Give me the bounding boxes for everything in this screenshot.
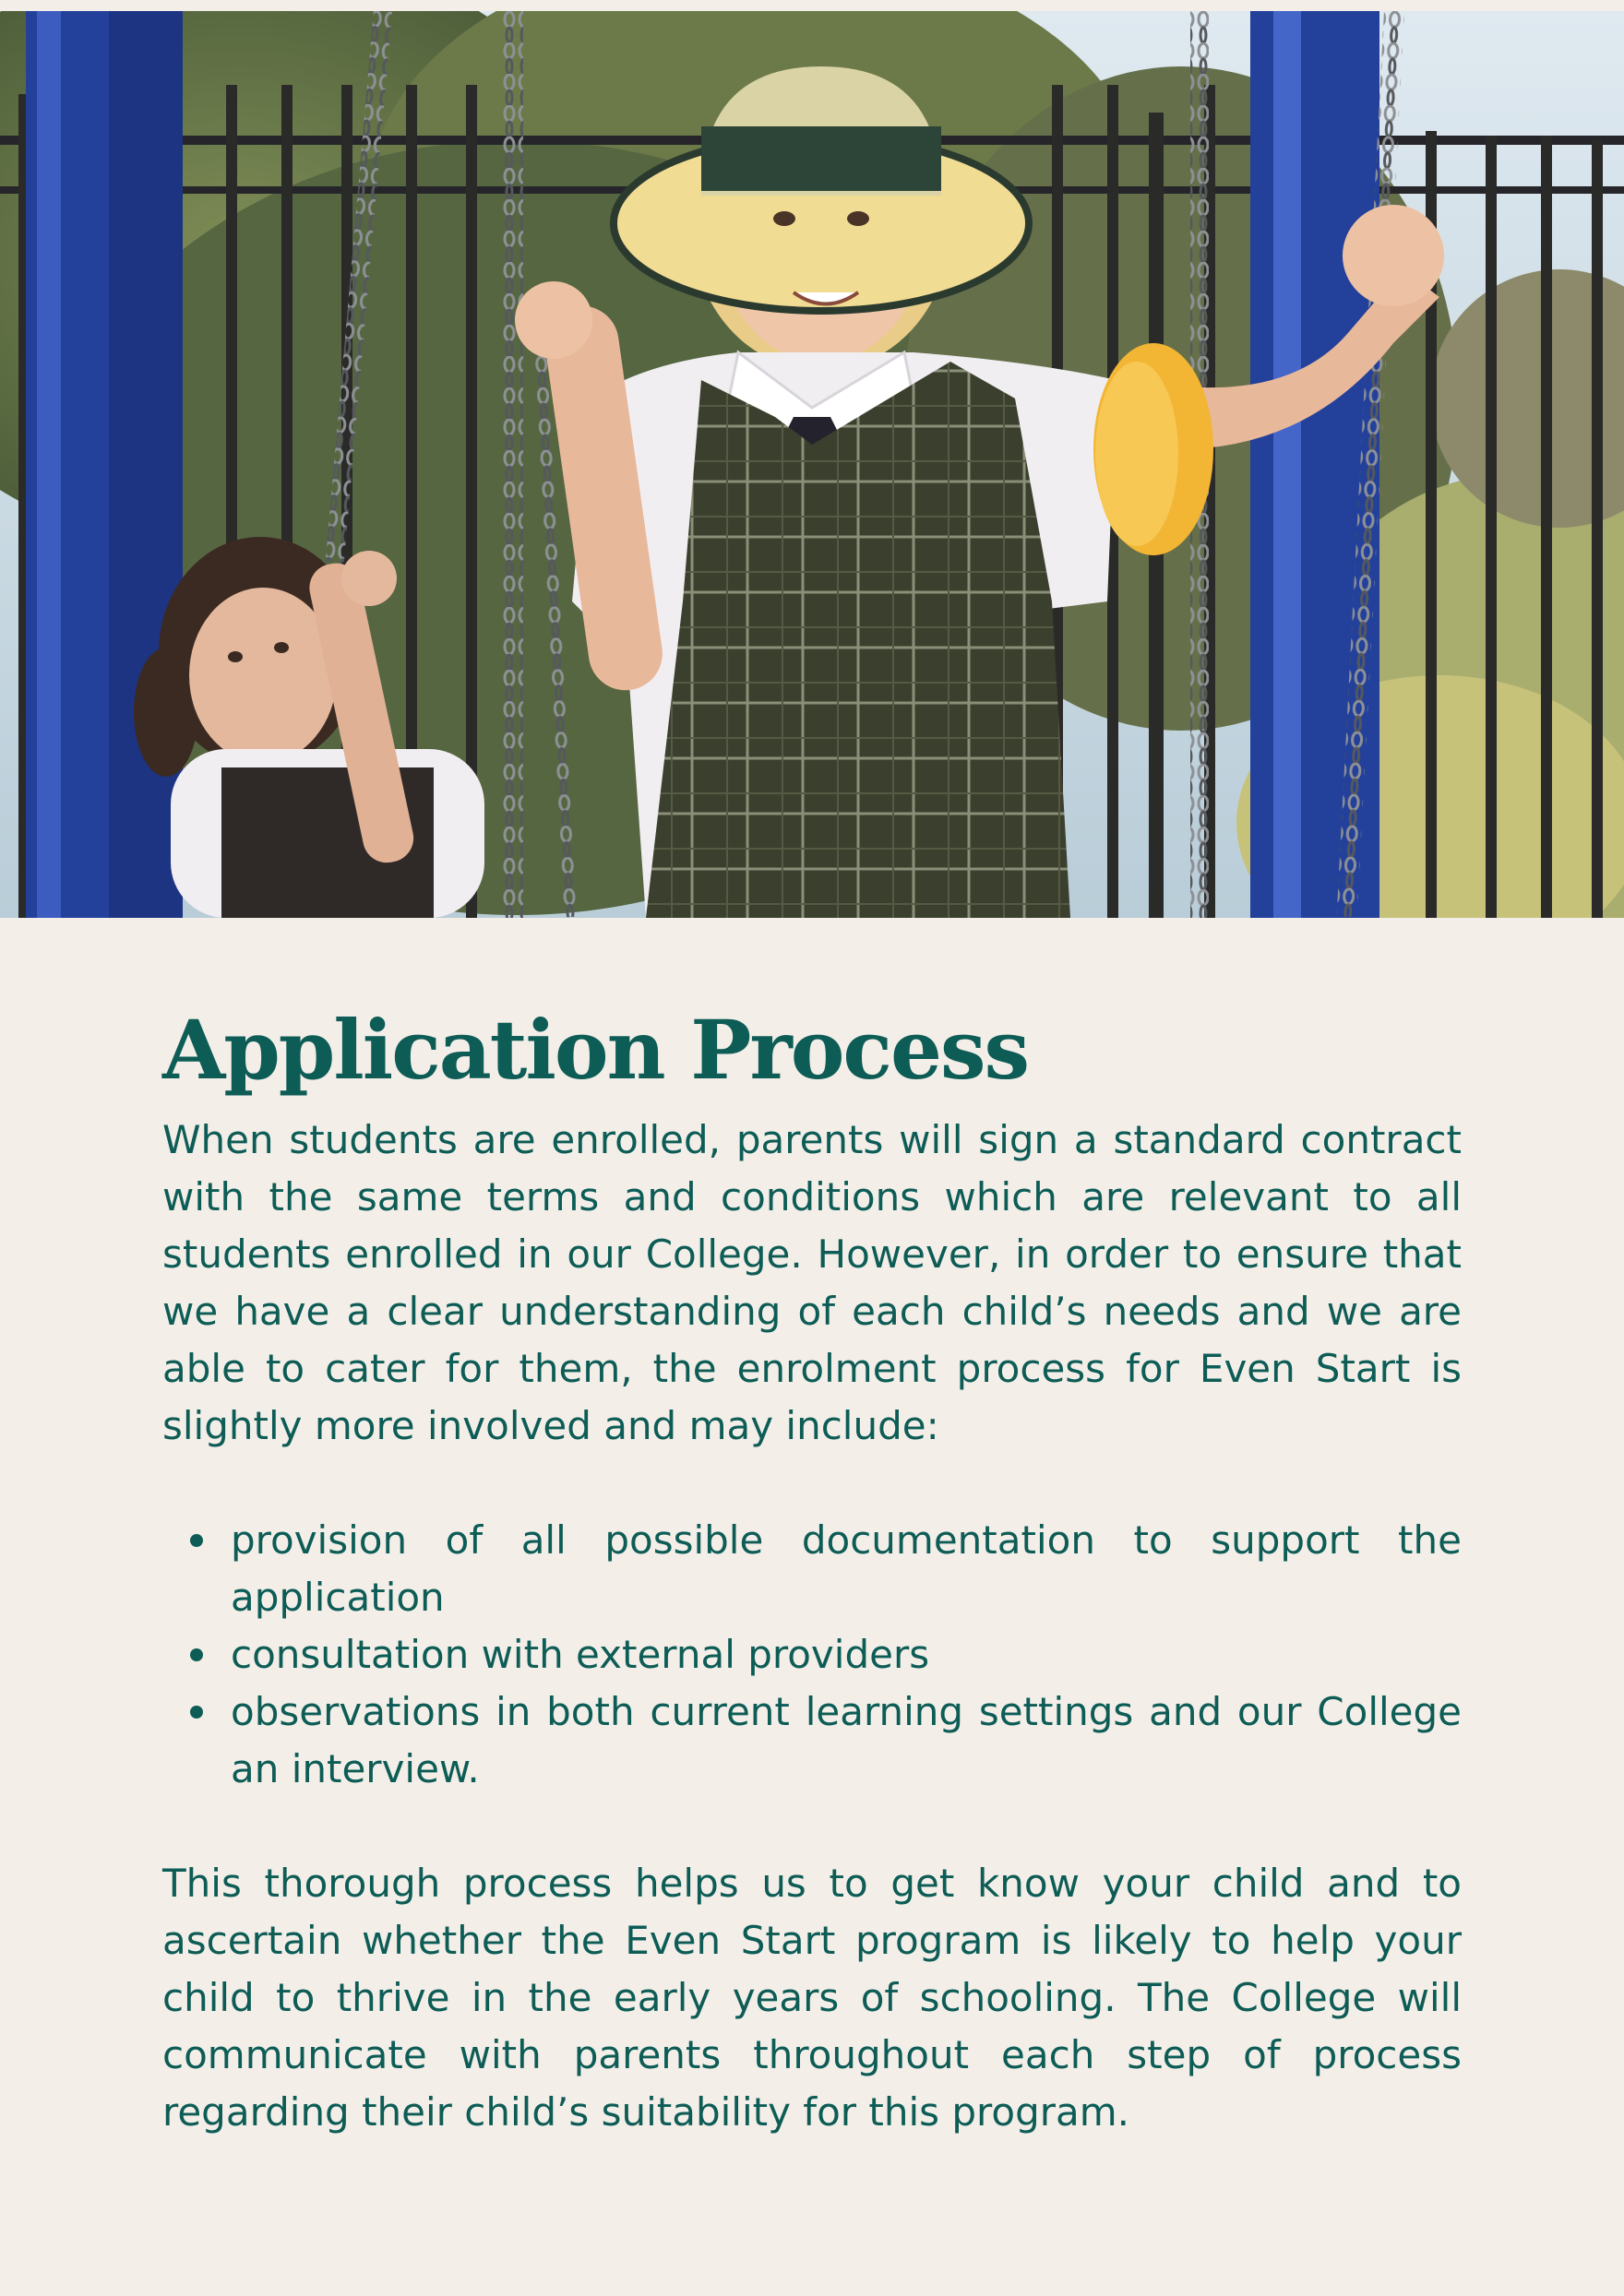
list-item-text: consultation with external providers [231, 1631, 930, 1677]
intro-paragraph: When students are enrolled, parents will sign a standard contract with the same terms and conditions which are relevant to all students enrolled in our College. However, in order to ensure that we have a clear understanding of each child’s needs and we are able to cater for them, the enrolment process for Even Start is slightly more involved and may include: [162, 1116, 1462, 1448]
hero-photo-illustration [0, 11, 1624, 918]
list-item-text: observations in both current learning settings and our College an interview. [231, 1688, 1462, 1791]
main-content [162, 1002, 1462, 2141]
list-item [231, 1626, 1462, 1683]
closing-paragraph: This thorough process helps us to get know your child and to ascertain whether the Even Start program is likely to help your child to thrive in the early years of schooling. The College will communicate with parents throughout each step of process regarding their child’s suitability for this program. [162, 1860, 1462, 2135]
list-item [231, 1683, 1462, 1798]
list-item-text: provision of all possible documentation to support the application [231, 1517, 1462, 1620]
bullet-icon [190, 1534, 203, 1547]
requirements-list [162, 1512, 1462, 1798]
bullet-icon [190, 1648, 203, 1661]
bullet-icon [190, 1706, 203, 1719]
list-item [231, 1512, 1462, 1626]
page-title: Application Process [162, 1002, 1029, 1098]
hero-photo [0, 11, 1624, 918]
